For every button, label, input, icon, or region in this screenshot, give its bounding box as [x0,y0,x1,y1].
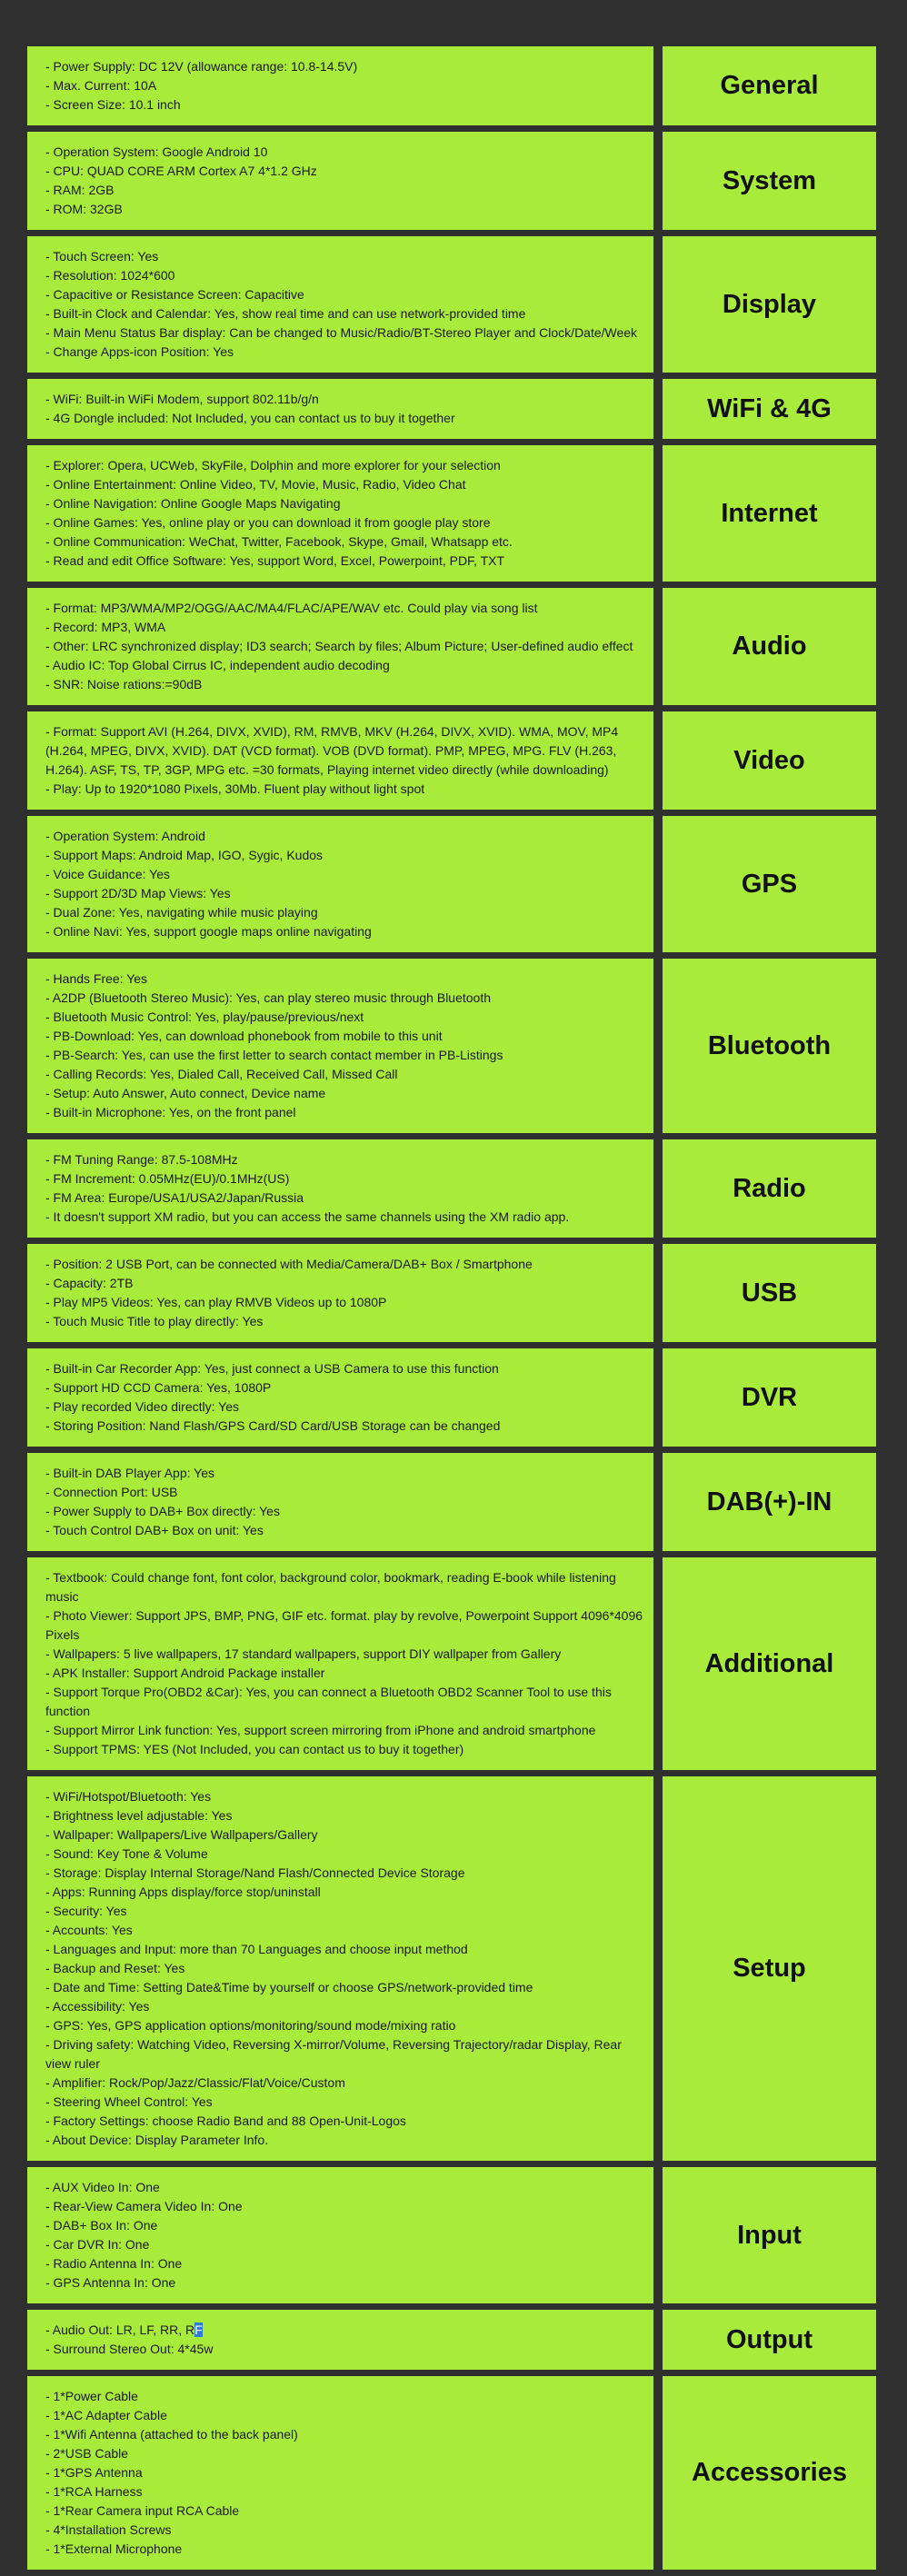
spec-line: - Support Mirror Link function: Yes, support screen mirroring from iPhone and android smartphone [45,1723,596,1737]
spec-line: - AUX Video In: One [45,2180,160,2194]
spec-category-title: Video [663,711,876,810]
spec-line: - 1*GPS Antenna [45,2465,143,2480]
spec-line: - Hands Free: Yes [45,971,148,986]
spec-line: - Setup: Auto Answer, Auto connect, Device name [45,1086,326,1100]
spec-line: - Format: Support AVI (H.264, DIVX, XVID), RM, RMVB, MKV (H.264, DIVX, XVID). WMA, MOV, MP4 (H.264, MPEG, DIVX, XVID). DAT (VCD format). VOB (DVD format). PMP, MPEG, MPG. FLV (H.263, H.264). ASF, TS, TP, 3GP, MPG etc. =30 formats, Playing internet video directly (while downloading) [45,724,619,777]
spec-line: - Online Entertainment: Online Video, TV, Movie, Music, Radio, Video Chat [45,477,466,492]
spec-category-title: Output [663,2310,876,2370]
spec-row-internet [27,445,905,582]
spec-line: - Car DVR In: One [45,2237,150,2252]
spec-line: - Online Games: Yes, online play or you can download it from google play store [45,515,491,530]
spec-details [27,379,653,439]
spec-line: - Steering Wheel Control: Yes [45,2094,213,2109]
spec-line: - Position: 2 USB Port, can be connected with Media/Camera/DAB+ Box / Smartphone [45,1257,533,1271]
spec-row-setup [27,1776,905,2161]
spec-line: - FM Increment: 0.05MHz(EU)/0.1MHz(US) [45,1171,290,1186]
spec-details [27,816,653,952]
spec-line: - 2*USB Cable [45,2446,129,2461]
spec-row-usb [27,1244,905,1342]
spec-details [27,1776,653,2161]
spec-category-title: System [663,132,876,230]
spec-category-title: Accessories [663,2376,876,2570]
spec-line: - WiFi/Hotspot/Bluetooth: Yes [45,1789,212,1804]
spec-line: - Voice Guidance: Yes [45,867,170,881]
spec-details [27,46,653,125]
spec-line: - Play MP5 Videos: Yes, can play RMVB Videos up to 1080P [45,1295,387,1309]
spec-line: - Built-in Car Recorder App: Yes, just connect a USB Camera to use this function [45,1361,499,1376]
spec-line: - Accounts: Yes [45,1923,133,1937]
spec-line: - Capacitive or Resistance Screen: Capacitive [45,287,304,302]
spec-row-audio [27,588,905,705]
spec-line: - ROM: 32GB [45,202,123,216]
spec-line: - Storing Position: Nand Flash/GPS Card/SD Card/USB Storage can be changed [45,1418,501,1433]
spec-category-title: Audio [663,588,876,705]
spec-line: - Operation System: Google Android 10 [45,144,268,159]
spec-line: - Date and Time: Setting Date&Time by yourself or choose GPS/network-provided time [45,1980,533,1994]
spec-line: - Max. Current: 10A [45,78,157,93]
spec-row-display [27,236,905,373]
spec-details [27,2310,653,2370]
spec-line: - Read and edit Office Software: Yes, support Word, Excel, Powerpoint, PDF, TXT [45,553,505,568]
spec-line: - 4G Dongle included: Not Included, you can contact us to buy it together [45,411,455,425]
spec-line: - Format: MP3/WMA/MP2/OGG/AAC/MA4/FLAC/APE/WAV etc. Could play via song list [45,601,538,615]
spec-line: - About Device: Display Parameter Info. [45,2133,269,2147]
spec-details [27,959,653,1133]
spec-category-title: WiFi & 4G [663,379,876,439]
spec-line: - Storage: Display Internal Storage/Nand Flash/Connected Device Storage [45,1865,465,1880]
spec-line: - FM Area: Europe/USA1/USA2/Japan/Russia [45,1190,304,1205]
spec-line: - Built-in DAB Player App: Yes [45,1466,214,1480]
spec-details [27,2376,653,2570]
spec-line: - Bluetooth Music Control: Yes, play/pause/previous/next [45,1010,364,1024]
spec-category-title: Internet [663,445,876,582]
spec-line: - Touch Music Title to play directly: Yes [45,1314,264,1328]
spec-line: - Play: Up to 1920*1080 Pixels, 30Mb. Fluent play without light spot [45,781,425,796]
spec-line: - Explorer: Opera, UCWeb, SkyFile, Dolphin and more explorer for your selection [45,458,501,472]
spec-line: - DAB+ Box In: One [45,2218,158,2233]
spec-details [27,236,653,373]
spec-line: - SNR: Noise rations:=90dB [45,677,203,691]
spec-line: - 1*RCA Harness [45,2484,143,2499]
spec-category-title: Additional [663,1557,876,1770]
spec-row-general [27,46,905,125]
spec-line: - Audio Out: LR, LF, RR, RF [45,2322,203,2337]
spec-category-title: GPS [663,816,876,952]
spec-line: - FM Tuning Range: 87.5-108MHz [45,1152,238,1167]
spec-line: - Online Navigation: Online Google Maps Navigating [45,496,341,511]
spec-category-title: USB [663,1244,876,1342]
spec-line: - GPS Antenna In: One [45,2275,176,2290]
spec-line: - Power Supply: DC 12V (allowance range: 10.8-14.5V) [45,59,358,74]
spec-line: - Main Menu Status Bar display: Can be changed to Music/Radio/BT-Stereo Player and Clock/Date/Week [45,325,638,340]
spec-line: - APK Installer: Support Android Package installer [45,1666,325,1680]
spec-category-title: Setup [663,1776,876,2161]
spec-line: - Play recorded Video directly: Yes [45,1399,239,1414]
spec-line: - A2DP (Bluetooth Stereo Music): Yes, can play stereo music through Bluetooth [45,990,492,1005]
spec-details [27,2167,653,2303]
spec-line: - Record: MP3, WMA [45,620,166,634]
spec-line: - Online Communication: WeChat, Twitter, Facebook, Skype, Gmail, Whatsapp etc. [45,534,513,549]
spec-row-dvr [27,1348,905,1447]
spec-line: - WiFi: Built-in WiFi Modem, support 802.11b/g/n [45,392,319,406]
spec-line: - Brightness level adjustable: Yes [45,1808,233,1823]
spec-table [27,0,905,2570]
spec-line: - Screen Size: 10.1 inch [45,97,181,112]
spec-line: - Operation System: Android [45,829,205,843]
spec-line: - Support TPMS: YES (Not Included, you can contact us to buy it together) [45,1742,464,1756]
spec-category-title: Input [663,2167,876,2303]
spec-category-title: DAB(+)-IN [663,1453,876,1551]
spec-line: - Radio Antenna In: One [45,2256,183,2271]
spec-line: - Languages and Input: more than 70 Languages and choose input method [45,1942,468,1956]
spec-line: - Wallpaper: Wallpapers/Live Wallpapers/Gallery [45,1827,318,1842]
spec-line: - Rear-View Camera Video In: One [45,2199,243,2213]
spec-line: - Built-in Clock and Calendar: Yes, show real time and can use network-provided time [45,306,526,321]
spec-line: - Resolution: 1024*600 [45,268,175,283]
spec-line: - Amplifier: Rock/Pop/Jazz/Classic/Flat/Voice/Custom [45,2075,345,2090]
spec-details [27,1348,653,1447]
spec-category-title: DVR [663,1348,876,1447]
spec-line: - 1*External Microphone [45,2541,183,2556]
spec-line: - Security: Yes [45,1904,127,1918]
spec-line: - 1*Power Cable [45,2389,138,2403]
spec-line: - Backup and Reset: Yes [45,1961,185,1975]
spec-line: - 1*Rear Camera input RCA Cable [45,2503,240,2518]
spec-line: - Capacity: 2TB [45,1276,134,1290]
spec-row-gps [27,816,905,952]
selected-text-highlight: F [194,2322,203,2337]
spec-row-wifi-4g [27,379,905,439]
spec-line: - Factory Settings: choose Radio Band and 88 Open-Unit-Logos [45,2114,406,2128]
spec-line: - Surround Stereo Out: 4*45w [45,2342,214,2356]
spec-row-accessories [27,2376,905,2570]
spec-line: - Built-in Microphone: Yes, on the front panel [45,1105,296,1119]
spec-line: - It doesn't support XM radio, but you can access the same channels using the XM radio app. [45,1209,570,1224]
spec-line: - Sound: Key Tone & Volume [45,1846,208,1861]
spec-line: - Online Navi: Yes, support google maps online navigating [45,924,372,939]
spec-line: - Support Torque Pro(OBD2 &Car): Yes, you can connect a Bluetooth OBD2 Scanner Tool to use this function [45,1685,612,1718]
spec-line: - PB-Download: Yes, can download phonebook from mobile to this unit [45,1029,443,1043]
spec-line: - Dual Zone: Yes, navigating while music playing [45,905,318,920]
spec-row-system [27,132,905,230]
spec-category-title: Bluetooth [663,959,876,1133]
spec-line: - Change Apps-icon Position: Yes [45,344,234,359]
spec-category-title: Radio [663,1139,876,1238]
spec-category-title: General [663,46,876,125]
spec-details [27,132,653,230]
spec-line: - 1*Wifi Antenna (attached to the back panel) [45,2427,298,2442]
spec-row-dab-in [27,1453,905,1551]
spec-line: - PB-Search: Yes, can use the first letter to search contact member in PB-Listings [45,1048,503,1062]
spec-row-input [27,2167,905,2303]
spec-row-bluetooth [27,959,905,1133]
spec-line: - Accessibility: Yes [45,1999,150,2014]
spec-line: - Power Supply to DAB+ Box directly: Yes [45,1504,280,1518]
spec-line: - Audio IC: Top Global Cirrus IC, independent audio decoding [45,658,390,672]
spec-line: - 4*Installation Screws [45,2522,172,2537]
spec-line: - Other: LRC synchronized display; ID3 search; Search by files; Album Picture; User-defined audio effect [45,639,633,653]
spec-details [27,1453,653,1551]
spec-details [27,588,653,705]
spec-line: - Photo Viewer: Support JPS, BMP, PNG, GIF etc. format. play by revolve, Powerpoint Support 4096*4096 Pixels [45,1608,643,1642]
spec-line: - GPS: Yes, GPS application options/monitoring/sound mode/mixing ratio [45,2018,456,2033]
spec-line: - Wallpapers: 5 live wallpapers, 17 standard wallpapers, support DIY wallpaper from Gallery [45,1646,562,1661]
spec-line: - Touch Control DAB+ Box on unit: Yes [45,1523,264,1537]
spec-line: - Apps: Running Apps display/force stop/uninstall [45,1885,321,1899]
spec-line: - Support 2D/3D Map Views: Yes [45,886,231,900]
spec-line: - RAM: 2GB [45,183,115,197]
spec-line: - 1*AC Adapter Cable [45,2408,167,2422]
spec-line: - Calling Records: Yes, Dialed Call, Received Call, Missed Call [45,1067,398,1081]
spec-row-additional [27,1557,905,1770]
spec-line: - Driving safety: Watching Video, Reversing X-mirror/Volume, Reversing Trajectory/radar Display, Rear view ruler [45,2037,622,2071]
spec-row-output [27,2310,905,2370]
spec-line: - Support Maps: Android Map, IGO, Sygic, Kudos [45,848,324,862]
spec-details [27,445,653,582]
spec-details [27,1139,653,1238]
spec-line: - Touch Screen: Yes [45,249,159,264]
spec-line: - Connection Port: USB [45,1485,178,1499]
spec-details [27,711,653,810]
spec-details [27,1244,653,1342]
spec-details [27,1557,653,1770]
spec-line: - Support HD CCD Camera: Yes, 1080P [45,1380,272,1395]
spec-line: - CPU: QUAD CORE ARM Cortex A7 4*1.2 GHz [45,164,317,178]
spec-row-video [27,711,905,810]
spec-row-radio [27,1139,905,1238]
spec-line: - Textbook: Could change font, font color, background color, bookmark, reading E-book while listening music [45,1570,616,1604]
spec-category-title: Display [663,236,876,373]
